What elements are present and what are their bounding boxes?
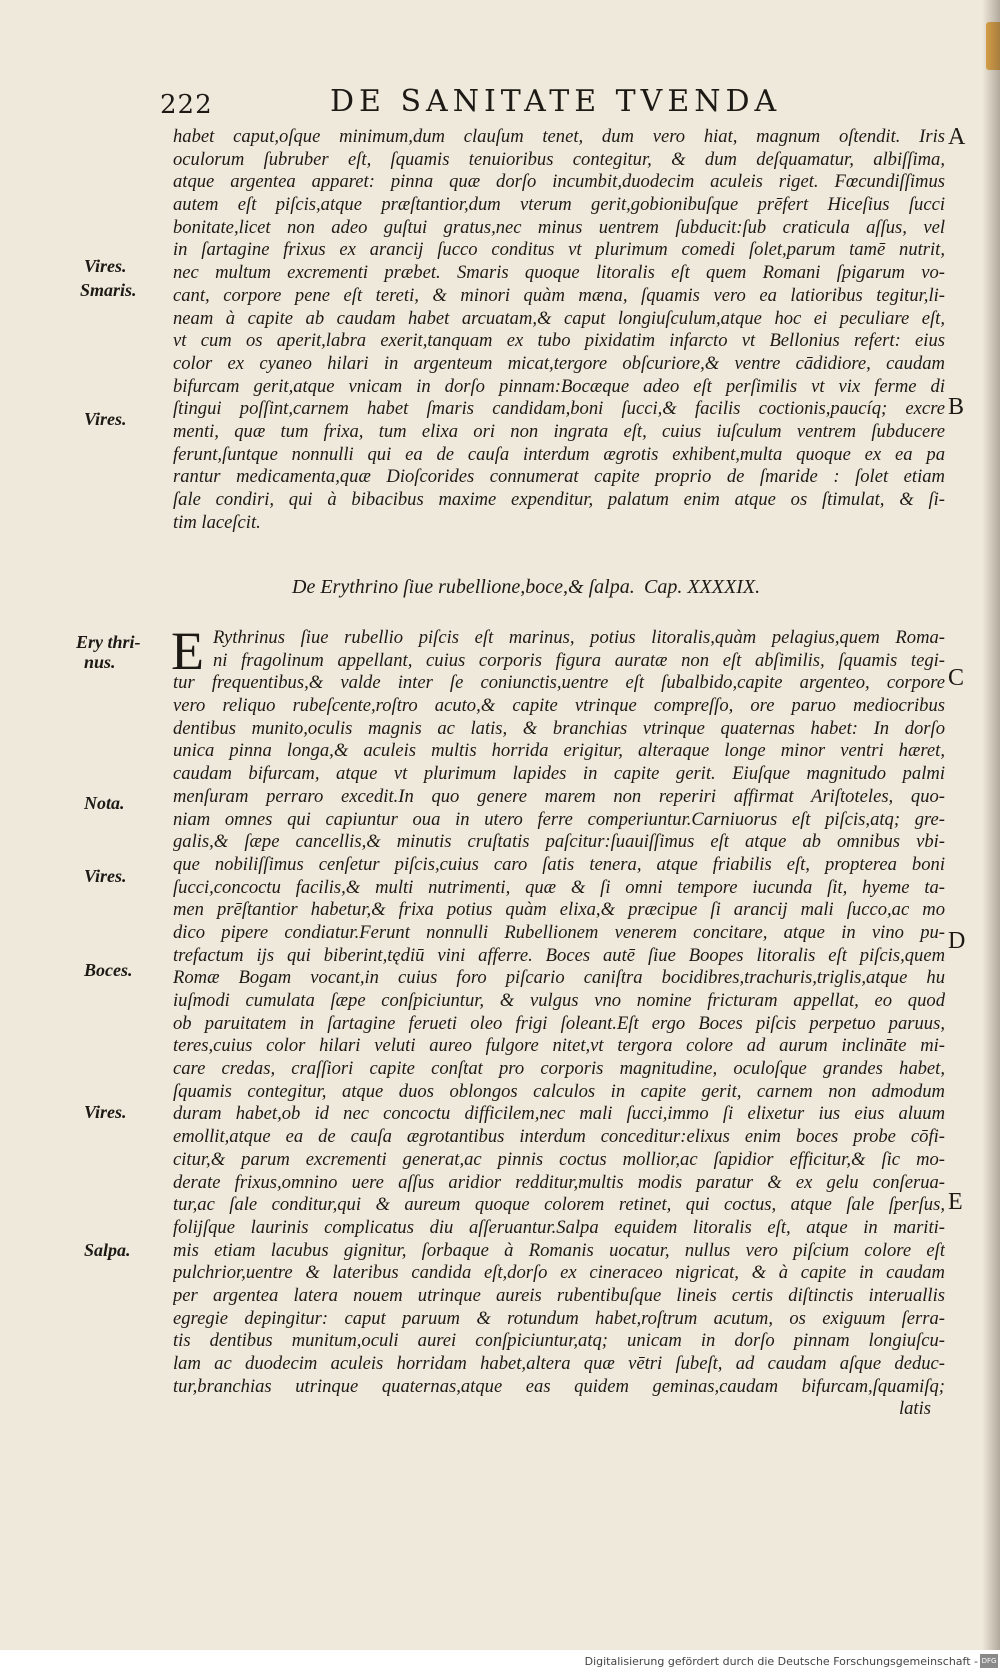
- text-line: ferunt,ſuntque nonnulli qui ea de cauſa interdum ægrotis exhibent,multa quoque ex ea pa: [173, 443, 945, 465]
- text-line: iuſmodi cumulata ſæpe conſpiciuntur, & vulgus vno nomine fricturam appellat, eo quod: [173, 990, 945, 1011]
- text-line: Rythrinus ſiue rubellio piſcis eſt marinus, potius litoralis,quàm pelagius,quem Roma-: [213, 627, 945, 648]
- text-line: tur,ac ſale conditur,qui & aureum quoque colorem retinet, qui coctus, atque ſale ſperſus,: [173, 1194, 945, 1216]
- text-line: color ex cyaneo hilari in argenteum micat,tergore obſcuriore,& ventre cādidiore, caudam: [173, 352, 945, 374]
- chapter-heading: [292, 576, 892, 599]
- text-line: tis dentibus munitum,oculi aurei conſpiciuntur,atq; unicam in dorſo pinnam longiuſcu-: [173, 1330, 945, 1352]
- text-line: tur frequentibus,& valde inter ſe coniunctis,uentre eſt ſubalbido,capite argenteo, corpore: [173, 672, 945, 694]
- side-letter-d: D: [948, 928, 966, 954]
- text-line: que nobiliſſimus cenſetur piſcis,cuius caro ſatis tenera, atque friabilis eſt, propterea boni: [173, 853, 945, 875]
- bookmark-tab: [986, 22, 1000, 70]
- text-line: ſucci,concoctu facilis,& multi nutrimenti, quæ & ſi omni tempore iucunda ſit, hyeme ta-: [173, 876, 945, 898]
- text-line: emollit,atque ea de cauſa ægrotantibus interdum conceditur:elixus enim boces probe cōfi-: [173, 1126, 945, 1148]
- page-header: [160, 84, 800, 124]
- text-line: dentibus munito,oculis magnis ac latis, & branchias vtrinque quaternas habet: In dorſo: [173, 717, 945, 739]
- text-line: nec multum excrementi præbet. Smaris quoque litoralis eſt quem Romani ſpigarum vo-: [173, 262, 945, 284]
- margin-note-erythrinus-cont: nus.: [84, 652, 116, 672]
- text-line: Romæ Bogam vocant,in cuius foro piſcario caniſtra bocidibres,trachuris,triglis,atque hu: [173, 967, 945, 989]
- margin-note-smaris: Smaris.: [80, 280, 137, 300]
- text-line: galis,& ſæpe cancellis,& minutis cruſtatis paſcitur:ſuauiſſimus eſt atque ab omnibus vbi-: [173, 831, 945, 853]
- text-line: men prēſtantior habetur,& frixa potius quàm elixa,& præcipue ſi arancij mali ſucco,ac mo: [173, 899, 945, 921]
- text-line: trefactum ijs qui biberint,tędiū vini afferre. Boces autē ſiue Boopes litoralis eſt piſcis,quem: [173, 944, 945, 966]
- text-line: niam omnes qui capiuntur oua in utero ferre comperiuntur.Carniuorus eſt piſcis,atq; gre-: [173, 808, 945, 830]
- text-line: duram habet,ob id nec concoctu difficilem,nec mali ſucci,immo ſi elixetur ius eius aluum: [173, 1103, 945, 1125]
- text-line: bonitate,licet non adeo guſtui gratus,nec minus uentrem ſubducit:ſub craticula aſſus, vel: [173, 216, 945, 238]
- drop-cap: E: [171, 621, 204, 681]
- text-line: lam ac duodecim aculeis horridam habet,altera quæ vētri ſubeſt, ad caudam aſque deduc-: [173, 1353, 945, 1374]
- text-line: vt cum os aperit,labra exerit,tanquam ex tubo pixidatim infarcto vt Bellonius refert: eius: [173, 330, 945, 352]
- text-line: oculorum ſubruber eſt, ſquamis tenuioribus contegitur, & dum deſquamatur, albiſſima,: [173, 148, 945, 170]
- text-line: vero reliquo rubeſcente,roſtro acuto,& capite vtrinque compreſſo, ore paruo mediocribus: [173, 695, 945, 717]
- text-line: derate frixus,omnino uere aſſus aridior redditur,multis modis paratur & ex gelu conſerua-: [173, 1171, 945, 1193]
- text-line: pulchrior,uentre & lateribus candida eſt,dorſo ex cineraceo nigricat, & à capite in caudam: [173, 1262, 945, 1284]
- text-line: habet caput,oſque minimum,dum clauſum tenet, dum vero hiat, magnum oſtendit. Iris: [173, 126, 945, 147]
- running-title: DE SANITATE TVENDA: [330, 84, 782, 119]
- text-line: care credas, craſſiori capite conſtat pro corporis magnitudine, oculoſque grandes habet,: [173, 1058, 945, 1080]
- text-line: ſtingui poſſint,carnem habet ſmaris candidam,boni ſucci,& facilis coctionis,paucíq; excre: [173, 398, 945, 420]
- margin-note-vires: Vires.: [84, 409, 127, 429]
- dfg-logo: DFG: [980, 1654, 998, 1668]
- side-letter-b: B: [948, 394, 965, 420]
- chapter-title: De Erythrino ſiue rubellione,boce,& ſalpa.: [292, 576, 635, 598]
- text-line: citur,& parum excrementi generat,ac pinnis coctus mollior,ac ſapidior efficitur,& ſic mo-: [173, 1148, 945, 1170]
- margin-note-vires: Vires.: [84, 1102, 127, 1122]
- text-line: menſuram perraro excedit.In quo genere marem non reperiri affirmat Ariſtoteles, quo-: [173, 785, 945, 807]
- text-line: in ſartagine frixus ex arancij ſucco conditus vt plurimum comedi ſolet,parum tamē nutrit,: [173, 239, 945, 261]
- text-block: [173, 126, 945, 534]
- text-line: neam à capite ab caudam habet arcuatam,& caput longiuſculum,atque hoc ei peculiare eſt,: [173, 307, 945, 329]
- margin-note-salpa: Salpa.: [84, 1240, 131, 1260]
- side-letter-e: E: [948, 1189, 963, 1215]
- text-line: menti, quæ tum frixa, tum elixa ori non ingrata eſt, cuius iuſculum ventrem ſubducere: [173, 420, 945, 442]
- chapter-number: Cap. XXXXIX.: [644, 576, 761, 598]
- margin-note-vires: Vires.: [84, 256, 127, 276]
- text-line: ni fragolinum appellant, cuius corporis figura auratæ non eſt abſimilis, ſquamis tegi-: [213, 649, 945, 671]
- funding-credit: Digitalisierung gefördert durch die Deutsche Forschungsgemeinschaft -: [584, 1655, 978, 1668]
- text-line: unica pinna longa,& aculeis multis horrida erigitur, alteraque longe minor ventri hæret,: [173, 740, 945, 762]
- text-line: autem eſt piſcis,atque præſtantior,dum vterum gerit,gobionibuſque prēfert Hiceſius ſucci: [173, 194, 945, 216]
- margin-note-boces: Boces.: [84, 960, 133, 980]
- text-line: tur,branchias utrinque quaternas,atque eas quidem geminas,caudam bifurcam,ſquamiſq;: [173, 1375, 945, 1397]
- text-block: [171, 621, 945, 1421]
- text-line: ob paruitatem in ſartagine ferueti oleo frigi ſoleant.Eſt ergo Boces piſcis perpetuo paruus,: [173, 1012, 945, 1034]
- text-line: caudam bifurcam, atque vt plurimum lapides in capite gerit. Eiuſque magnitudo palmi: [173, 763, 945, 785]
- text-line: folijſque laurinis complicatus diu aſſeruantur.Salpa equidem litoralis eſt, atque in mariti-: [173, 1216, 945, 1238]
- margin-note-nota: Nota.: [84, 793, 125, 813]
- text-line: bifurcam gerit,atque vnicam in dorſo pinnam:Bocæque adeo eſt perſimilis vt vix ferme di: [173, 375, 945, 397]
- text-line: egregie depingitur: caput paruum & rotundum habet,roſtrum acutum, os exiguum ſerra-: [173, 1307, 945, 1329]
- text-line: cant, corpore pene eſt tereti, & minori quàm mæna, ſquamis vero ea latioribus tegitur,li-: [173, 284, 945, 306]
- side-letter-c: C: [948, 665, 965, 691]
- text-line: dico pipere condiatur.Ferunt nonnulli Rubellionem venerem concitare, atque in vino pu-: [173, 921, 945, 943]
- margin-note-erythrinus: Ery thri-: [76, 632, 141, 652]
- side-letter-a: A: [948, 124, 966, 150]
- footer-bar: [0, 1650, 1000, 1675]
- text-line: tim laceſcit.: [173, 511, 261, 533]
- text-line: rantur medicamenta,quæ Dioſcorides connumerat capite proprio de ſmaride : ſolet etiam: [173, 466, 945, 488]
- catchword: latis: [898, 1398, 931, 1420]
- text-line: ſale condiri, qui à bibacibus maxime expenditur, palatum enim atque os ſtimulat, & ſi-: [173, 489, 945, 510]
- text-line: teres,cuius color hilari veluti aureo fulgore nitet,vt tergora colore ad aurum inclināte mi-: [173, 1035, 945, 1057]
- text-line: ſquamis contegitur, atque duos oblongos calculos in capite gerit, carnem non admodum: [173, 1080, 945, 1102]
- margin-note-vires: Vires.: [84, 866, 127, 886]
- text-line: mis etiam lacubus gignitur, ſorbaque à Romanis uocatur, nullus vero piſcium colore eſt: [173, 1239, 945, 1261]
- text-line: per argentea latera nouem utrinque aureis rubentibuſque lineis certis diſtinctis interuallis: [173, 1284, 945, 1306]
- page-number: 222: [160, 90, 213, 120]
- text-line: atque argentea apparet: pinna quæ dorſo incumbit,duodecim aculeis riget. Fœcundiſſimus: [173, 171, 945, 193]
